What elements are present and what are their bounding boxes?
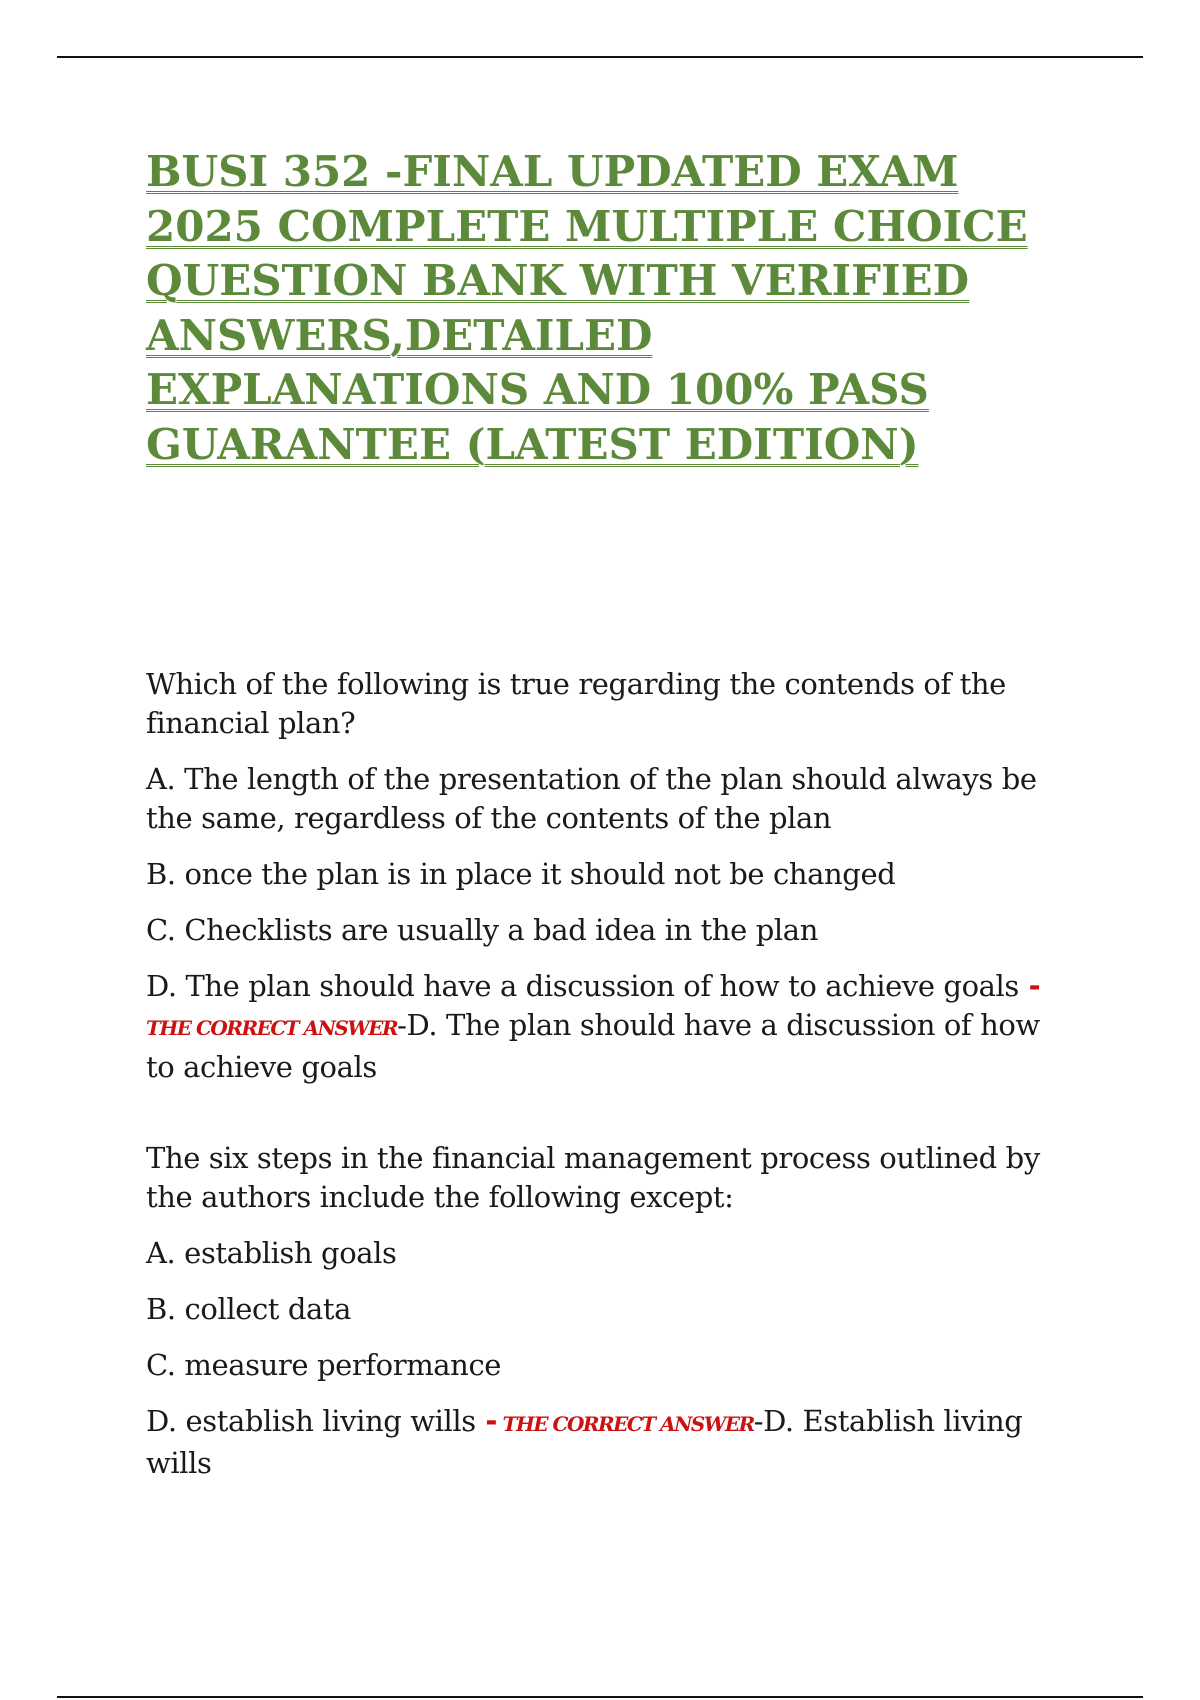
correct-answer-label: THE CORRECT ANSWER	[146, 1016, 398, 1040]
option-a: A. The length of the presentation of the plan should always be the same, regardless of the contents of the plan	[146, 762, 1037, 835]
title-line: QUESTION BANK WITH VERIFIED	[146, 256, 970, 305]
option-c: C. Checklists are usually a bad idea in the plan	[146, 913, 818, 947]
option-d-with-answer	[146, 1402, 1046, 1483]
question-2	[146, 1139, 1046, 1483]
option-c: C. measure performance	[146, 1348, 502, 1382]
title-line: BUSI 352 -FINAL UPDATED EXAM	[146, 147, 959, 196]
question-1	[146, 665, 1046, 1087]
option-d: D. The plan should have a discussion of how to achieve goals	[146, 969, 1019, 1003]
option-d: D. establish living wills	[146, 1404, 476, 1438]
correct-answer-text: -D. The plan should have a discussion of how to achieve goals	[146, 1008, 1040, 1084]
question-text: Which of the following is true regarding the contends of the financial plan?	[146, 667, 1006, 740]
correct-answer-text: -D. Establish living wills	[146, 1404, 1023, 1480]
bottom-rule	[57, 1696, 1143, 1698]
question-list	[146, 665, 1046, 1483]
option-d-with-answer	[146, 967, 1046, 1087]
option-a: A. establish goals	[146, 1236, 397, 1270]
title-line: 2025 COMPLETE MULTIPLE CHOICE	[146, 201, 1028, 251]
document-title	[146, 145, 1046, 472]
title-line: GUARANTEE (LATEST EDITION)	[146, 419, 919, 469]
title-line: ANSWERS,DETAILED	[146, 310, 653, 360]
answer-dash: -	[1018, 969, 1041, 1003]
title-line: EXPLANATIONS AND 100% PASS	[146, 365, 929, 414]
option-b: B. collect data	[146, 1292, 352, 1326]
top-rule	[57, 56, 1143, 58]
correct-answer-label: THE CORRECT ANSWER	[497, 1412, 754, 1436]
question-text: The six steps in the financial management process outlined by the authors include the following except:	[146, 1141, 1040, 1214]
option-b: B. once the plan is in place it should not be changed	[146, 857, 896, 891]
answer-dash: -	[475, 1404, 498, 1438]
